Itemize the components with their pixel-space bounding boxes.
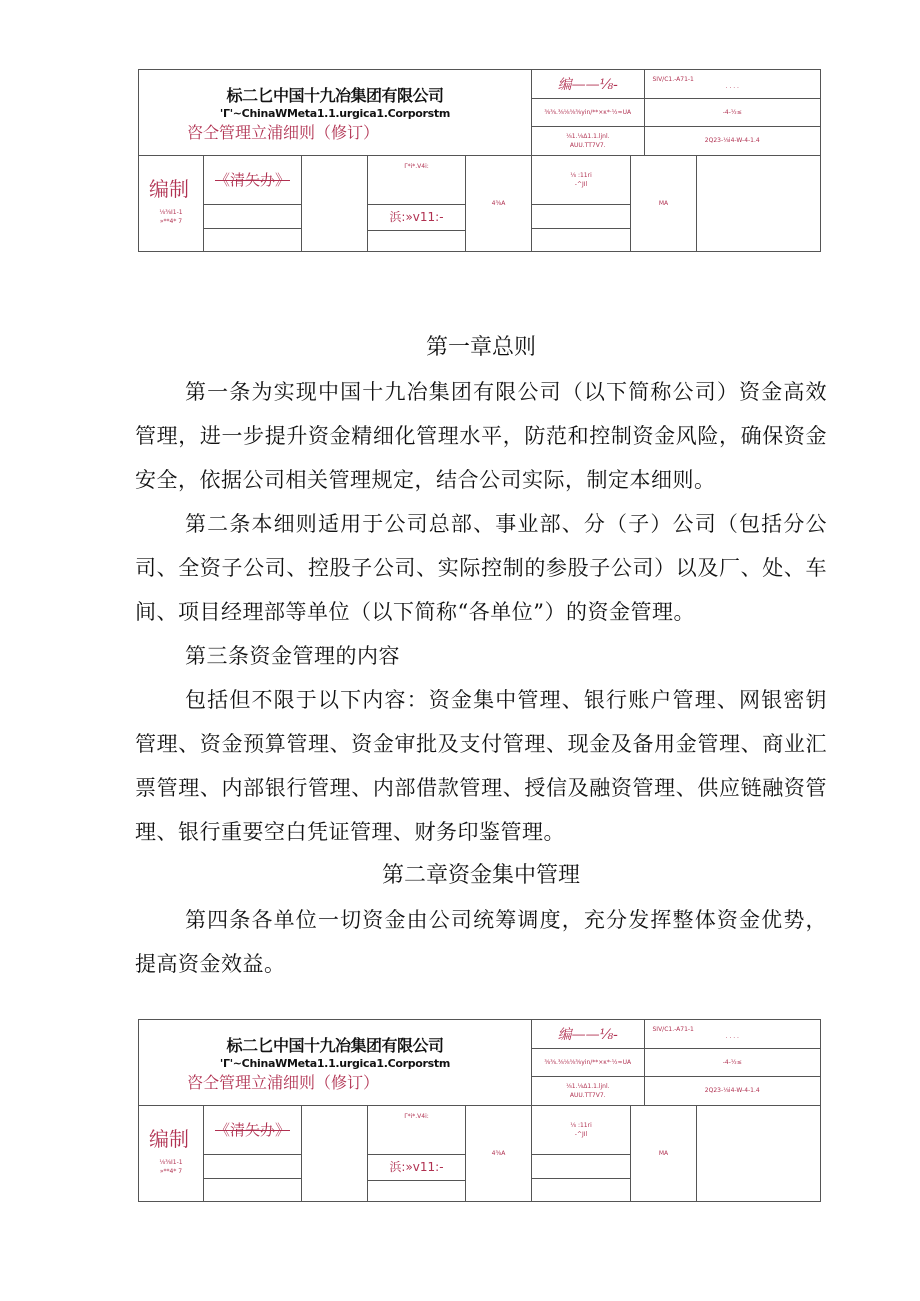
- version-label: ⅜⅜.⅜⅛⅝⅜yin/**×κ*·½≈UA: [532, 1048, 644, 1076]
- review-blank: [368, 230, 465, 251]
- blank-cell-2: [697, 156, 821, 252]
- doc-meta-cell: [532, 1020, 821, 1106]
- approve-blank-1: [532, 1154, 630, 1178]
- author-blank-2: [204, 228, 301, 251]
- company-name-en: 'Γ'~ChinaWMeta1.1.urgica1.Corporstm: [219, 1056, 451, 1070]
- code-label: 编——⅛-: [532, 70, 644, 98]
- article-1: 第一条为实现中国十九冶集团有限公司（以下简称公司）资金高效管理，进一步提升资金精细化管理水平，防范和控制资金风险，确保资金安全，依据公司相关管理规定，结合公司实际，制定本细则。: [135, 380, 827, 492]
- company-name-cn: 标二匕中国十九冶集团有限公司: [226, 1035, 444, 1055]
- code-value-cell: [644, 70, 820, 98]
- document-body: [135, 326, 827, 986]
- bianzhi-sub-1: ⅛⅜I1-1: [159, 1159, 183, 1166]
- date-label: ⅛1.⅛Δ1.1.ljnl.: [565, 132, 610, 140]
- date-label: ⅛1.⅛Δ1.1.ljnl.: [565, 1082, 610, 1090]
- bianzhi-label: 编制: [149, 177, 189, 201]
- approve-cell: [532, 1106, 631, 1202]
- review-label-1: Γ*i*.V4i:: [368, 1106, 465, 1154]
- article-3-content: 包括但不限于以下内容：资金集中管理、银行账户管理、网银密钥管理、资金预算管理、资金审批及支付管理、现金及备用金管理、商业汇票管理、内部银行管理、内部借款管理、授信及融资管理、供应链融资管理、银行重要空白凭证管理、财务印鉴管理。: [135, 688, 827, 844]
- approve-label-cell: [532, 1106, 630, 1154]
- review-label-2: 浜:»v11:-: [368, 1154, 465, 1180]
- chapter-2-title: 第二章资金集中管理: [381, 863, 580, 888]
- author-blank-2: [204, 1178, 301, 1201]
- col-ma-value: MA: [631, 1106, 697, 1202]
- bianzhi-cell: [139, 156, 204, 252]
- author-cell: [204, 1106, 302, 1202]
- code-value: SIV/C1.-A71-1: [652, 75, 694, 83]
- author-blank-1: [204, 1154, 301, 1178]
- date-label-cell: [532, 126, 644, 155]
- article-2: 第二条本细则适用于公司总部、事业部、分（子）公司（包括分公司、全资子公司、控股子公司、实际控制的参股子公司）以及厂、处、车间、项目经理部等单位（以下简称“各单位”）的资金管理。: [135, 512, 827, 624]
- author-struck: 《清矢办》: [204, 156, 301, 204]
- blank-cell-2: [697, 1106, 821, 1202]
- bianzhi-sub-2: »**4* 7: [159, 218, 183, 225]
- company-cell: [139, 70, 532, 156]
- approve-blank-2: [532, 1178, 630, 1201]
- bianzhi-label: 编制: [149, 1127, 189, 1151]
- header-table-top: [138, 69, 821, 252]
- approve-blank-2: [532, 228, 630, 251]
- author-struck: 《清矢办》: [204, 1106, 301, 1154]
- review-blank: [368, 1180, 465, 1201]
- version-value: -4-½≤: [644, 1048, 820, 1076]
- date-label-cell: [532, 1076, 644, 1105]
- document-title: 咨仝管理立浦细则（修订）: [187, 122, 380, 142]
- code-dots: · · · ·: [725, 84, 739, 92]
- author-cell: [204, 156, 302, 252]
- approve-label-cell: [532, 156, 630, 204]
- approve-blank-1: [532, 204, 630, 228]
- header-table-bottom: [138, 1019, 821, 1202]
- review-cell: [368, 1106, 466, 1202]
- approve-cell: [532, 156, 631, 252]
- author-blank-1: [204, 204, 301, 228]
- company-name-cn: 标二匕中国十九冶集团有限公司: [226, 85, 444, 105]
- bianzhi-cell: [139, 1106, 204, 1202]
- bianzhi-sub-1: ⅛⅜I1-1: [159, 209, 183, 216]
- company-cell: [139, 1020, 532, 1106]
- col-a-value: 4⅜A: [466, 156, 532, 252]
- approve-label-2: -^JIl: [574, 1130, 588, 1138]
- code-dots: · · · ·: [725, 1034, 739, 1042]
- article-3-heading: 第三条资金管理的内容: [185, 644, 400, 668]
- date-value: 2Q23-⅛i4-W-4-1.4: [704, 1087, 760, 1095]
- article-4: 第四条各单位一切资金由公司统筹调度，充分发挥整体资金优势，提高资金效益。: [135, 908, 827, 976]
- code-value-cell: [644, 1020, 820, 1048]
- date-label-2: AUU.TT7V7.: [569, 141, 606, 149]
- blank-cell-1: [302, 156, 368, 252]
- date-value: 2Q23-⅛i4-W-4-1.4: [704, 137, 760, 145]
- version-label: ⅜⅜.⅜⅛⅝⅜yin/**×κ*·½≈UA: [532, 98, 644, 126]
- doc-meta-cell: [532, 70, 821, 156]
- review-cell: [368, 156, 466, 252]
- blank-cell-1: [302, 1106, 368, 1202]
- company-name-en: 'Γ'~ChinaWMeta1.1.urgica1.Corporstm: [219, 106, 451, 120]
- col-ma-value: MA: [631, 156, 697, 252]
- approve-label-1: ⅛ :11ri: [570, 1121, 592, 1129]
- document-title: 咨仝管理立浦细则（修订）: [187, 1072, 380, 1092]
- version-value: -4-½≤: [644, 98, 820, 126]
- review-label-1: Γ*i*.V4i:: [368, 156, 465, 204]
- col-a-value: 4⅜A: [466, 1106, 532, 1202]
- chapter-1-title: 第一章总则: [425, 335, 536, 360]
- approve-label-2: -^JIl: [574, 180, 588, 188]
- code-label: 编——⅛-: [532, 1020, 644, 1048]
- approve-label-1: ⅛ :11ri: [570, 171, 592, 179]
- review-label-2: 浜:»v11:-: [368, 204, 465, 230]
- date-label-2: AUU.TT7V7.: [569, 1091, 606, 1099]
- bianzhi-sub-2: »**4* 7: [159, 1168, 183, 1175]
- code-value: SIV/C1.-A71-1: [652, 1025, 694, 1033]
